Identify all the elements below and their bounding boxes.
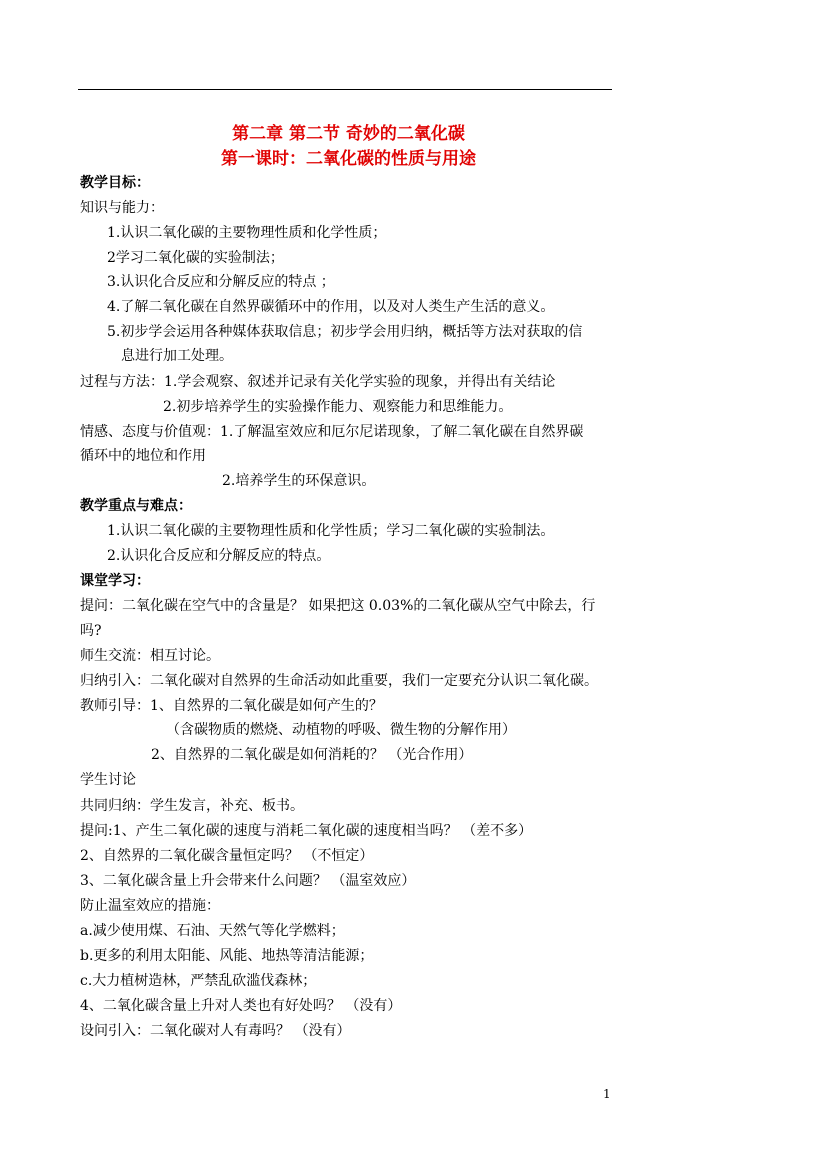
text-line: 2.认识化合反应和分解反应的特点。	[107, 548, 331, 564]
text-line: 共同归纳：学生发言，补充、板书。	[80, 798, 304, 814]
text-line: 提问:1、产生二氧化碳的速度与消耗二氧化碳的速度相当吗？ （差不多）	[80, 823, 533, 839]
text-line: c.大力植树造林，严禁乱砍滥伐森林；	[80, 973, 317, 989]
text-line: 2学习二氧化碳的实验制法；	[107, 250, 284, 266]
heading-class-learning: 课堂学习：	[80, 573, 150, 589]
text-line: 设问引入：二氧化碳对人有毒吗？ （没有）	[80, 1023, 351, 1039]
text-line: 师生交流：相互讨论。	[80, 648, 220, 664]
text-line: 息进行加工处理。	[121, 348, 233, 364]
text-line: 循环中的地位和作用	[80, 448, 206, 464]
text-line: 吗?	[80, 623, 102, 639]
text-line: 2、自然界的二氧化碳含量恒定吗？ （不恒定）	[80, 848, 374, 864]
header-rule	[78, 89, 612, 90]
text-line: 2.初步培养学生的实验操作能力、观察能力和思维能力。	[163, 399, 513, 415]
text-line: 4、二氧化碳含量上升对人类也有好处吗？ （没有）	[80, 998, 402, 1014]
text-line: 4.了解二氧化碳在自然界碳循环中的作用，以及对人类生产生活的意义。	[107, 299, 555, 315]
text-line: 5.初步学会运用各种媒体获取信息；初步学会用归纳，概括等方法对获取的信	[107, 324, 583, 340]
text-line: （含碳物质的燃烧、动植物的呼吸、微生物的分解作用）	[166, 722, 516, 738]
text-line: 学生讨论	[80, 772, 136, 788]
text-line: 1.认识二氧化碳的主要物理性质和化学性质；学习二氧化碳的实验制法。	[107, 523, 555, 539]
text-line: 教师引导：1、自然界的二氧化碳是如何产生的？	[80, 698, 383, 714]
heading-key-points: 教学重点与难点：	[80, 498, 192, 514]
text-line: 过程与方法：1.学会观察、叙述并记录有关化学实验的现象，并得出有关结论	[80, 374, 556, 390]
text-line: 情感、态度与价值观：1.了解温室效应和厄尔尼诺现象，了解二氧化碳在自然界碳	[80, 424, 584, 440]
chapter-title: 第二章 第二节 奇妙的二氧化碳	[232, 124, 465, 144]
text-line: 2、自然界的二氧化碳是如何消耗的？ （光合作用）	[151, 747, 473, 763]
text-line: 提问：二氧化碳在空气中的含量是？ 如果把这 0.03%的二氧化碳从空气中除去，行	[80, 598, 596, 614]
text-line: 2.培养学生的环保意识。	[222, 473, 376, 489]
text-line: 归纳引入：二氧化碳对自然界的生命活动如此重要，我们一定要充分认识二氧化碳。	[80, 673, 598, 689]
page-number: 1	[603, 1087, 611, 1101]
lesson-title: 第一课时：二氧化碳的性质与用途	[221, 149, 476, 169]
heading-teaching-goals: 教学目标：	[80, 175, 150, 191]
text-line: 1.认识二氧化碳的主要物理性质和化学性质；	[107, 225, 387, 241]
text-line: a.减少使用煤、石油、天然气等化学燃料；	[80, 923, 345, 939]
text-line: 3.认识化合反应和分解反应的特点 ；	[107, 274, 335, 290]
text-line: 知识与能力：	[80, 200, 164, 216]
text-line: 3、二氧化碳含量上升会带来什么问题？ （温室效应）	[80, 873, 416, 889]
text-line: b.更多的利用太阳能、风能、地热等清洁能源；	[80, 948, 374, 964]
text-line: 防止温室效应的措施：	[80, 898, 220, 914]
